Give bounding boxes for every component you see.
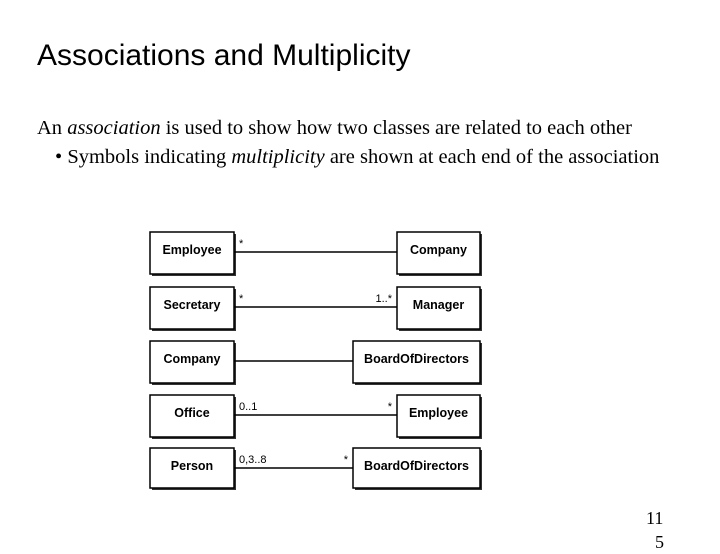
multiplicity-right: 1..* xyxy=(375,293,392,305)
class-name-left: Person xyxy=(170,459,214,473)
class-name-right: BoardOfDirectors xyxy=(364,352,469,366)
intro-suffix: is used to show how two classes are related to each other xyxy=(160,117,632,139)
page-number: 11 xyxy=(646,508,664,528)
bullet-prefix: Symbols indicating xyxy=(67,146,232,168)
class-name-right: Employee xyxy=(408,406,469,420)
class-name-left: Employee xyxy=(162,243,222,257)
class-name-left: Office xyxy=(174,406,210,420)
page-number-tail: 5 xyxy=(655,532,664,552)
slide-title: Associations and Multiplicity xyxy=(37,39,411,72)
class-name-right: Manager xyxy=(412,298,465,312)
multiplicity-left: 0..1 xyxy=(239,401,258,413)
multiplicity-left: 0,3..8 xyxy=(239,454,267,466)
multiplicity-right: * xyxy=(387,401,392,413)
class-name-right: BoardOfDirectors xyxy=(364,459,469,473)
class-name-right: Company xyxy=(410,243,467,257)
bullet-suffix: are shown at each end of the association xyxy=(324,146,660,168)
class-name-left: Company xyxy=(163,352,221,366)
multiplicity-term: multiplicity xyxy=(231,146,325,168)
multiplicity-right: * xyxy=(343,454,348,466)
multiplicity-left: * xyxy=(239,293,244,305)
association-term: association xyxy=(67,117,161,139)
bullet-marker: • xyxy=(55,146,63,168)
class-name-left: Secretary xyxy=(163,298,221,312)
intro-prefix: An xyxy=(37,117,68,139)
multiplicity-left: * xyxy=(239,238,244,250)
